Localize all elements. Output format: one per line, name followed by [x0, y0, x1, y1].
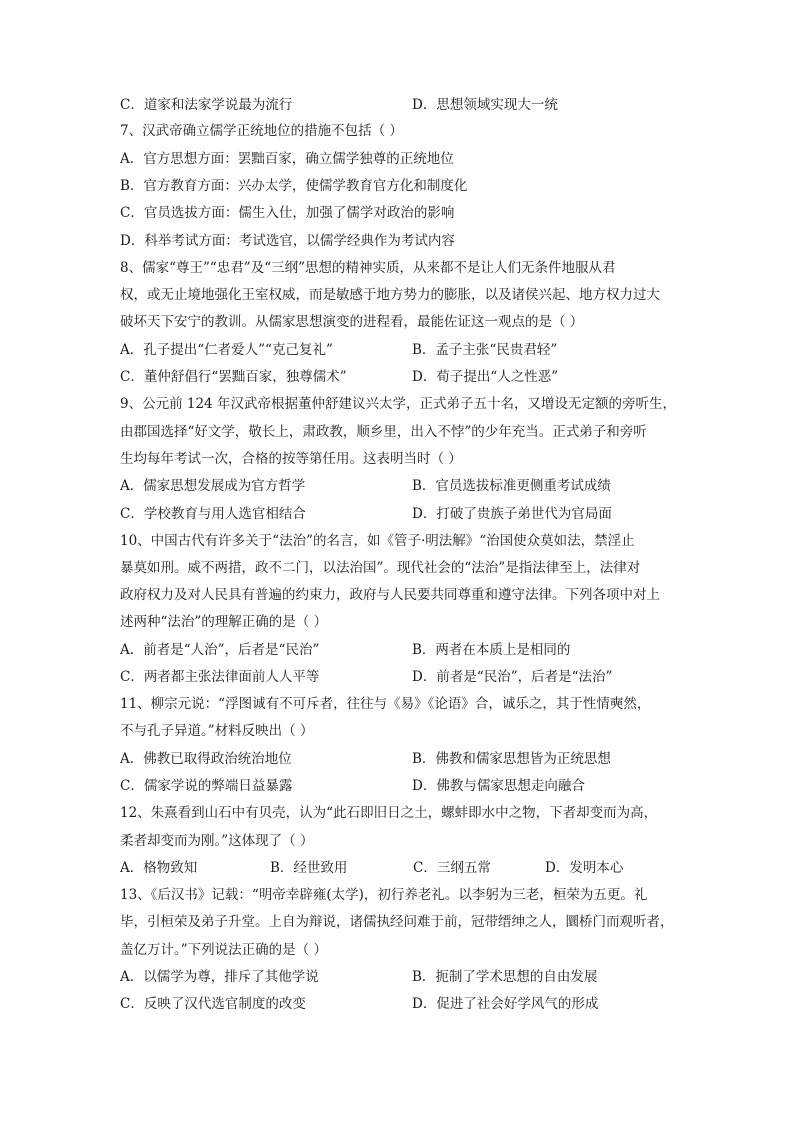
- q10-stem-line: 10、中国古代有许多关于“法治”的名言，如《管子·明法解》“治国使众莫如法，禁淫止: [120, 533, 635, 549]
- q7-option-d: D．科举考试方面：考试选官，以儒学经典作为考试内容: [120, 233, 455, 249]
- q9-option-c: C．学校教育与用人选官相结合: [120, 506, 306, 522]
- q6-option-d: D．思想领域实现大一统: [412, 97, 558, 113]
- q10-option-d: D．前者是“民治”，后者是“法治”: [412, 669, 613, 685]
- q9-option-b: B．官员选拔标准更侧重考试成绩: [412, 478, 611, 494]
- q10-option-b: B．两者在本质上是相同的: [412, 642, 571, 658]
- q8-stem-line: 权，或无止境地强化王室权威，而是敏感于地方势力的膨胀，以及诸侯兴起、地方权力过大: [120, 287, 660, 303]
- q12-option-d: D．发明本心: [545, 860, 624, 876]
- q8-option-c: C．董仲舒倡行“罢黜百家，独尊儒术”: [120, 369, 347, 385]
- q8-option-a: A．孔子提出“仁者爱人”“克己复礼”: [120, 342, 333, 358]
- q13-option-a: A．以儒学为尊，排斥了其他学说: [120, 969, 319, 985]
- q6-option-c: C．道家和法家学说最为流行: [120, 97, 293, 113]
- q12-option-b: B．经世致用: [270, 860, 348, 876]
- q11-stem-line: 11、柳宗元说：“浮图诚有不可斥者，往往与《易》《论语》合，诚乐之，其于性情奭然，: [120, 696, 651, 712]
- q9-stem-line: 由郡国选择“好文学，敬长上，肃政教，顺乡里，出入不悖”的少年充当。正式弟子和旁听: [120, 424, 647, 440]
- q10-option-a: A．前者是“人治”，后者是“民治”: [120, 642, 320, 658]
- q8-stem-line: 破坏天下安宁的教训。从儒家思想演变的进程看，最能佐证这一观点的是（ ）: [120, 314, 584, 330]
- q9-stem-line: 9、公元前 124 年汉武帝根据董仲舒建议兴太学，正式弟子五十名，又增设无定额的旁听生，: [120, 396, 676, 412]
- q13-stem-line: 毕，引桓荣及弟子升堂。上自为辩说，诸儒执经问难于前，冠带缙绅之人，圜桥门而观听者，: [120, 914, 674, 930]
- q11-option-a: A．佛教已取得政治统治地位: [120, 751, 292, 767]
- q13-option-d: D．促进了社会好学风气的形成: [412, 996, 599, 1012]
- q10-option-c: C．两者都主张法律面前人人平等: [120, 669, 320, 685]
- q7-stem: 7、汉武帝确立儒学正统地位的措施不包括（ ）: [120, 123, 403, 139]
- q7-option-b: B．官方教育方面：兴办太学，使儒学教育官方化和制度化: [120, 178, 468, 194]
- q13-stem-line: 13、《后汉书》记载：“明帝幸辟雍(太学)，初行养老礼。以李躬为三老，桓荣为五更。礼: [120, 887, 648, 903]
- q12-stem-line: 柔者却变而为刚。”这体现了（ ）: [120, 833, 314, 849]
- q9-stem-line: 生均每年考试一次，合格的按等第任用。这表明当时（ ）: [120, 451, 462, 467]
- q11-stem-line: 不与孔子异道。”材料反映出（ ）: [120, 723, 314, 739]
- q11-option-c: C．儒家学说的弊端日益暴露: [120, 778, 293, 794]
- q10-stem-line: 述两种“法治”的理解正确的是（ ）: [120, 614, 328, 630]
- q11-option-b: B．佛教和儒家思想皆为正统思想: [412, 751, 611, 767]
- q7-option-c: C．官员选拔方面：儒生入仕，加强了儒学对政治的影响: [120, 205, 455, 221]
- q13-stem-line: 盖亿万计。”下列说法正确的是（ ）: [120, 942, 327, 958]
- q12-option-a: A．格物致知: [120, 860, 198, 876]
- q8-option-d: D．荀子提出“人之性恶”: [412, 369, 559, 385]
- q7-option-a: A．官方思想方面：罢黜百家，确立儒学独尊的正统地位: [120, 151, 454, 167]
- q13-option-b: B．扼制了学术思想的自由发展: [412, 969, 598, 985]
- q10-stem-line: 政府权力及对人民具有普遍的约束力，政府与人民要共同尊重和遵守法律。下列各项中对上: [120, 587, 660, 603]
- q12-option-c: C．三纲五常: [413, 860, 491, 876]
- q11-option-d: D．佛教与儒家思想走向融合: [412, 778, 585, 794]
- q9-option-a: A．儒家思想发展成为官方哲学: [120, 478, 306, 494]
- q12-stem-line: 12、朱熹看到山石中有贝壳，认为“此石即旧日之土，螺蚌即水中之物，下者却变而为高，: [120, 805, 658, 821]
- q9-option-d: D．打破了贵族子弟世代为官局面: [412, 506, 612, 522]
- q8-option-b: B．孟子主张“民贵君轻”: [412, 342, 558, 358]
- q13-option-c: C．反映了汉代选官制度的改变: [120, 996, 306, 1012]
- q8-stem-line: 8、儒家“尊王”“忠君”及“三纲”思想的精神实质，从来都不是让人们无条件地服从君: [120, 260, 616, 276]
- q10-stem-line: 暴莫如刑。威不两措，政不二门，以法治国”。现代社会的“法治”是指法律至上，法律对: [120, 560, 641, 576]
